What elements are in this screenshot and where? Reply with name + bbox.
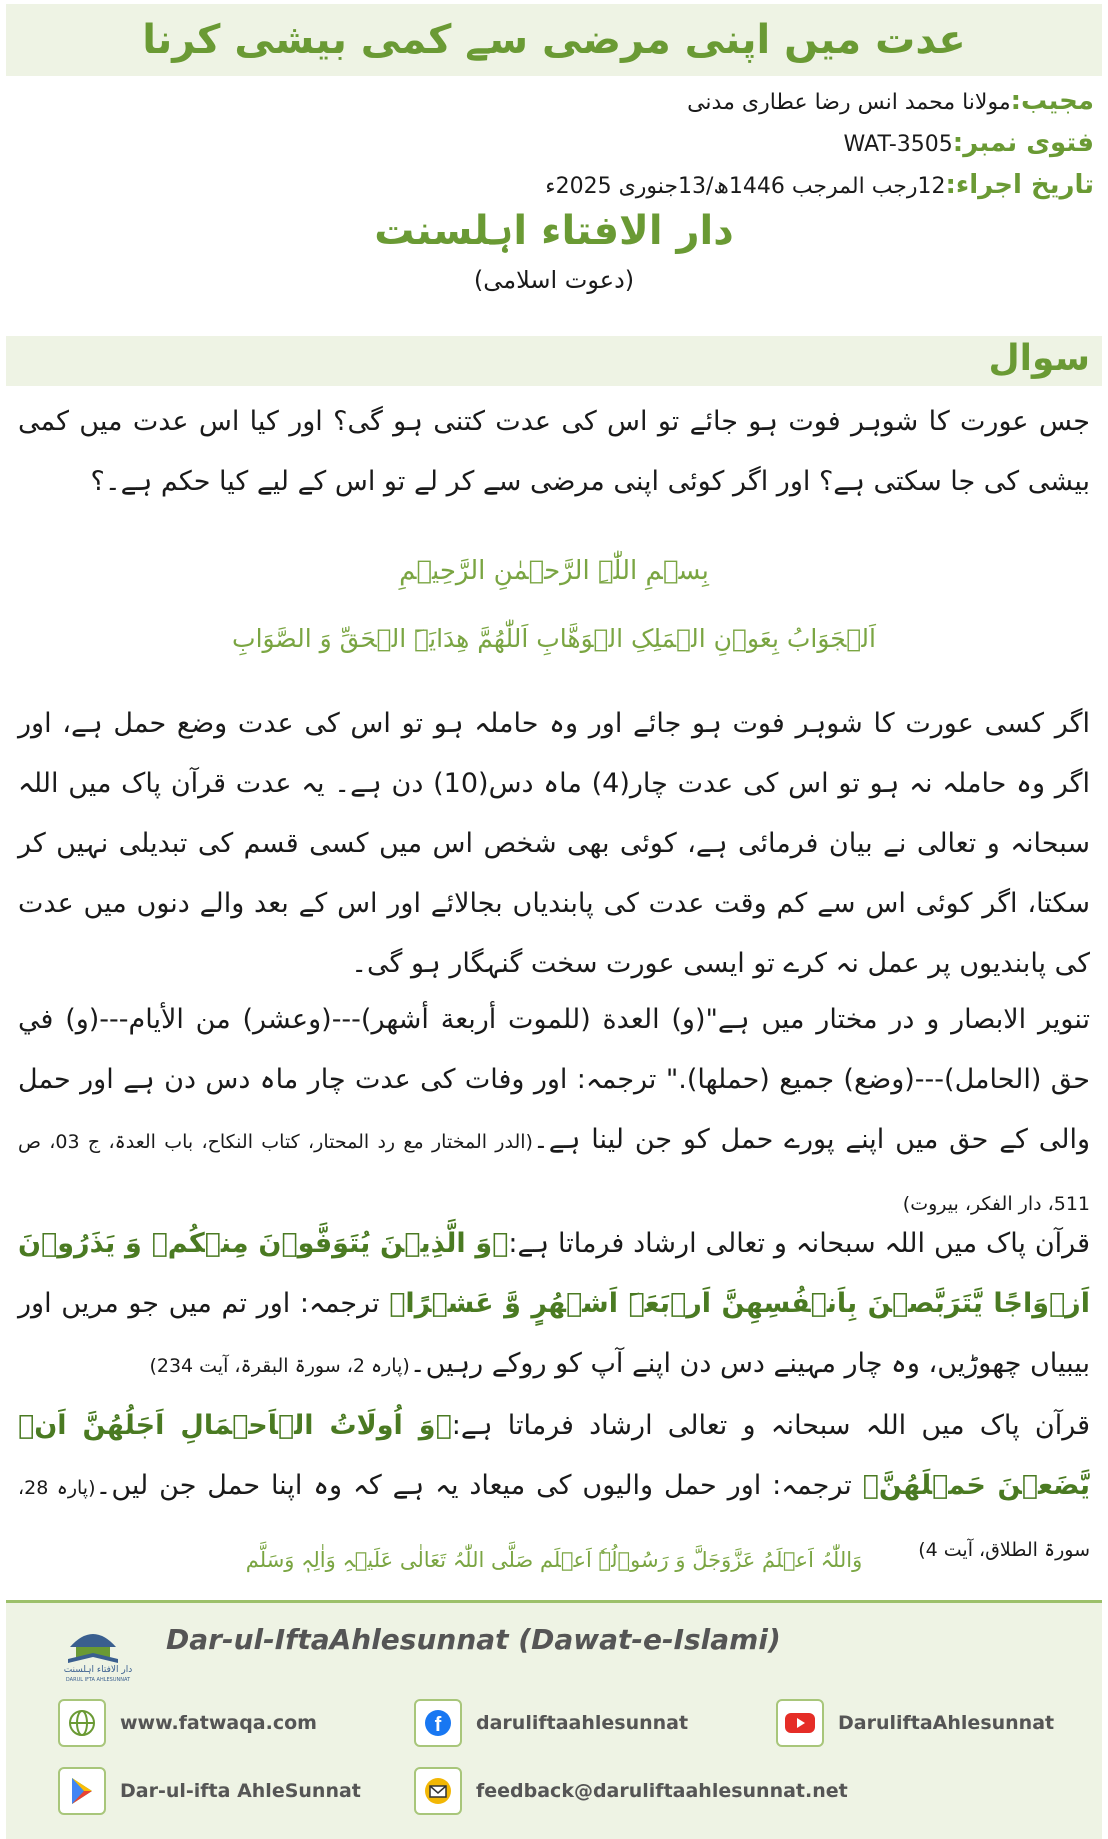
para-2-reference: (الدر المختار مع رد المحتار، کتاب النکاح، باب العدۃ، ج 03، ص 511، دار الفکر، بیروت) xyxy=(18,1131,1090,1215)
playstore-link[interactable] xyxy=(58,1767,361,1815)
para-4-intro: قرآن پاک میں اللہ سبحانہ و تعالی ارشاد فرماتا ہے: xyxy=(451,1410,1090,1441)
facebook-icon xyxy=(414,1699,462,1747)
website-text[interactable]: www.fatwaqa.com xyxy=(120,1712,317,1734)
para-4-translation: ترجمہ: اور حمل والیوں کی میعاد یہ ہے کہ وہ اپنا حمل جن لیں۔ xyxy=(95,1470,852,1501)
logo-subtext: DARUL IFTA AHLESUNNAT xyxy=(65,1677,131,1683)
question-text: جس عورت کا شوہر فوت ہو جائے تو اس کی عدت کتنی ہو گی؟ اور کیا اس عدت میں کمی بیشی کی جا سکتی ہے؟ اور اگر کوئی اپنی مرضی سے کر لے تو اس کے لیے کیا حکم ہے۔؟ xyxy=(18,406,1090,497)
youtube-text[interactable]: DaruliftaAhlesunnat xyxy=(838,1712,1055,1734)
facebook-link[interactable] xyxy=(414,1699,688,1747)
email-link[interactable] xyxy=(414,1767,848,1815)
title-band xyxy=(6,4,1102,76)
para-2-text: تنویر الابصار و در مختار میں ہے"(و) العدة (للموت أربعة أشهر)---(وعشر) من الأيام---(و) في حق (الحامل)---(وضع) جميع (حملها)." ترجمہ: اور وفات کی عدت چار ماہ دس دن ہے اور حمل والی کے حق میں اپنے پورے حمل کو جن لینا ہے۔ xyxy=(18,1004,1090,1155)
mujeeb-label: مجیب: xyxy=(1010,86,1094,116)
page-title: عدت میں اپنی مرضی سے کمی بیشی کرنا xyxy=(142,17,966,63)
date-value: 12رجب المرجب 1446ھ/13جنوری 2025ء xyxy=(545,174,946,199)
youtube-icon xyxy=(776,1699,824,1747)
para-4-ayah: ﴿وَ اُولَاتُ الۡاَحۡمَالِ اَجَلُھُنَّ اَنۡ یَّضَعۡنَ حَمۡلَھُنَّ﴾ xyxy=(18,1410,1090,1501)
para-3-reference: (پارہ 2، سورۃ البقرۃ، آیت 234) xyxy=(149,1355,410,1377)
fatwa-label: فتوی نمبر: xyxy=(952,128,1094,158)
play-store-icon xyxy=(58,1767,106,1815)
mujeeb-value: مولانا محمد انس رضا عطاری مدنی xyxy=(687,90,1011,115)
para-3-ayah: ﴿وَ الَّذِیۡنَ یُتَوَفَّوۡنَ مِنۡکُمۡ وَ یَذَرُوۡنَ اَزۡوَاجًا یَّتَرَبَّصۡنَ بِاَنۡفُسِھِنَّ اَرۡبَعَۃَ اَشۡھُرٍ وَّ عَشۡرًا﴾ xyxy=(18,1228,1090,1319)
logo xyxy=(58,1617,133,1683)
footer xyxy=(6,1600,1102,1839)
closing-dua: وَاللّٰہُ اَعۡلَمُ عَزَّوَجَلَّ وَ رَسُوۡلُہٗ اَعۡلَم صَلَّی اللّٰہُ تَعَالٰی عَلَیۡہِ وَاٰلِہٖ وَسَلَّم xyxy=(245,1548,863,1572)
playstore-text[interactable]: Dar-ul-ifta AhleSunnat xyxy=(120,1780,361,1802)
date-row xyxy=(545,170,1094,200)
svg-text:f: f xyxy=(434,1714,442,1736)
para-3-translation: ترجمہ: اور تم میں جو مریں اور بیبیاں چھوڑیں، وہ چار مہینے دس دن اپنے آپ کو روکے رہیں۔ xyxy=(18,1288,1090,1379)
facebook-text[interactable]: daruliftaahlesunnat xyxy=(476,1712,689,1734)
mujeeb-row xyxy=(687,86,1094,116)
question-band xyxy=(6,336,1102,386)
answer-opening: اَلۡجَوَابُ بِعَوۡنِ الۡمَلِکِ الۡوَھَّابِ اَللّٰھُمَّ ھِدَایَۃَ الۡحَقِّ وَ الصَّوَابِ xyxy=(232,624,876,653)
para-4-reference: (پارہ 28، سورۃ الطلاق، آیت 4) xyxy=(18,1477,1090,1561)
question-heading: سوال xyxy=(988,338,1090,379)
email-text[interactable]: feedback@daruliftaahlesunnat.net xyxy=(476,1780,848,1802)
bismillah: بِسۡمِ اللّٰہِ الرَّحۡمٰنِ الرَّحِیۡمِ xyxy=(399,556,709,586)
answer-para-1: اگر کسی عورت کا شوہر فوت ہو جائے اور وہ حاملہ ہو تو اس کی عدت وضع حمل ہے، اور اگر وہ حاملہ نہ ہو تو اس کی عدت چار(4) ماہ دس(10) دن ہے۔ یہ عدت قرآن پاک میں اللہ سبحانہ و تعالی نے بیان فرمائی ہے، کوئی بھی شخص اس میں کسی قسم کی تبدیلی نہیں کر سکتا، اگر کوئی اس سے کم وقت عدت کی پابندیاں بجالائے اور اس کے بعد والے دنوں میں عدت کی پابندیوں پر عمل نہ کرے تو ایسی عورت سخت گنہگار ہو گی۔ xyxy=(18,708,1090,979)
logo-text: دار الافتاء اہلسنت xyxy=(63,1665,133,1675)
fatwa-value: WAT-3505 xyxy=(843,132,953,157)
fatwa-row xyxy=(844,128,1094,158)
answer-para-2 xyxy=(18,990,1090,1234)
globe-icon xyxy=(58,1699,106,1747)
website-link[interactable] xyxy=(58,1699,317,1747)
org-name: دار الافتاء اہلسنت xyxy=(374,208,734,254)
footer-title: Dar-ul-IftaAhlesunnat (Dawat-e-Islami) xyxy=(166,1623,781,1656)
answer-para-3 xyxy=(18,1214,1090,1396)
email-icon xyxy=(414,1767,462,1815)
date-label: تاریخ اجراء: xyxy=(945,170,1094,200)
org-sub: (دعوت اسلامی) xyxy=(473,266,635,294)
para-3-intro: قرآن پاک میں اللہ سبحانہ و تعالی ارشاد فرماتا ہے: xyxy=(508,1228,1090,1259)
youtube-link[interactable] xyxy=(776,1699,1054,1747)
